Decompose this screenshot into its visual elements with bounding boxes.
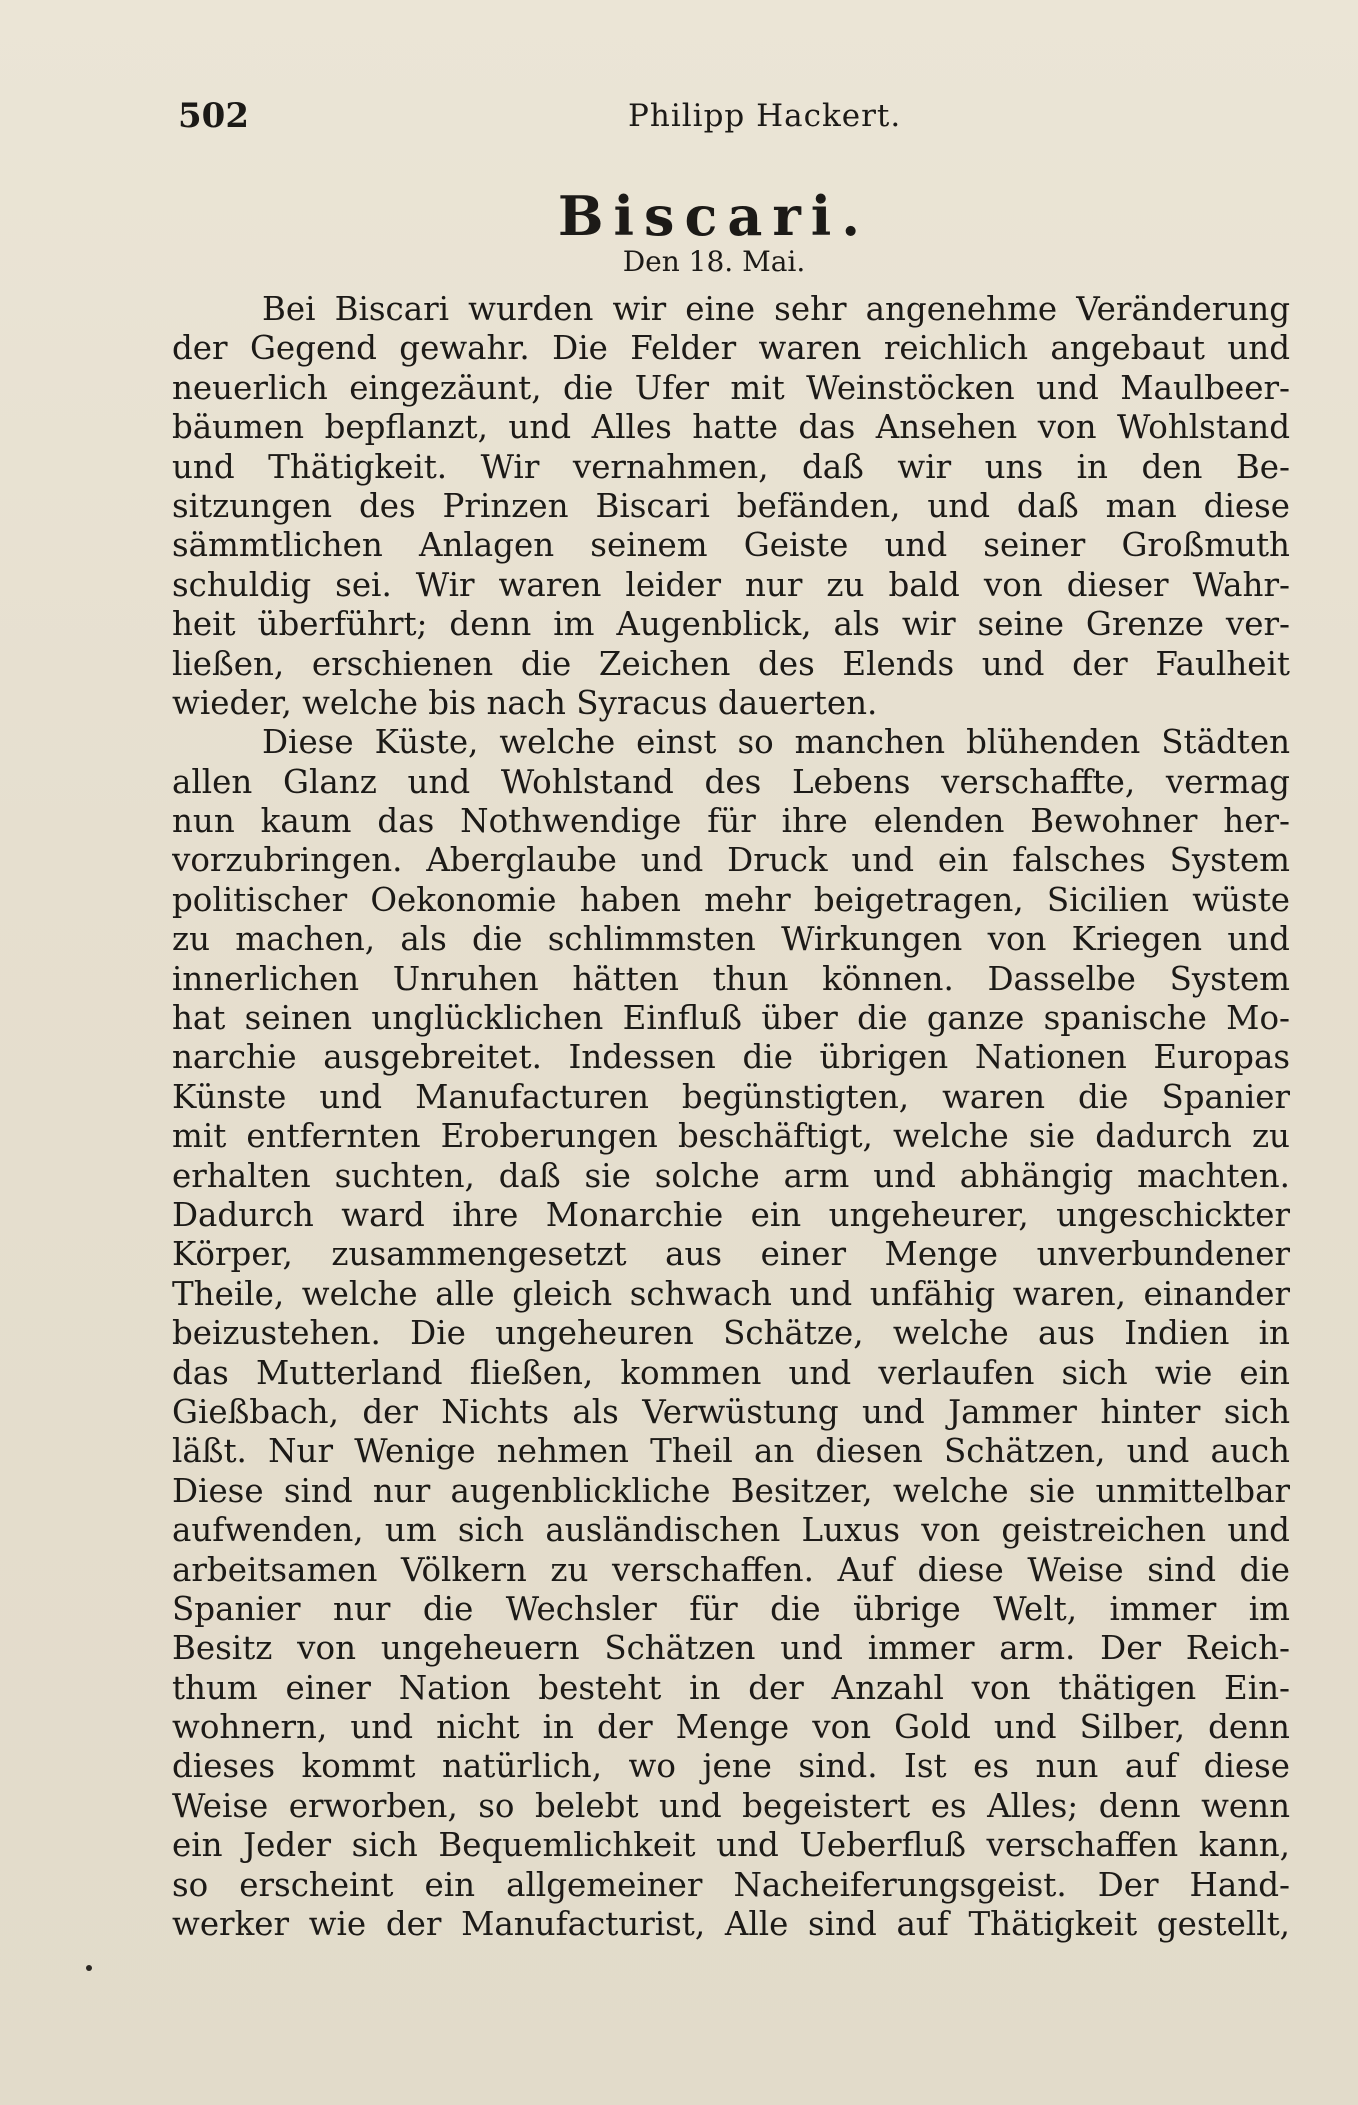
text-line: der Gegend gewahr. Die Felder waren reichlich angebaut und: [172, 329, 1290, 368]
text-line: beizustehen. Die ungeheuren Schätze, welche aus Indien in: [172, 1314, 1290, 1353]
text-line: Spanier nur die Wechsler für die übrige Welt, immer im: [172, 1589, 1290, 1628]
text-line: erhalten suchten, daß sie solche arm und abhängig machten.: [172, 1156, 1290, 1195]
text-line: allen Glanz und Wohlstand des Lebens verschaffte, vermag: [172, 762, 1290, 801]
section-title: Biscari.: [557, 184, 871, 248]
text-line: und Thätigkeit. Wir vernahmen, daß wir uns in den Be-: [172, 447, 1290, 486]
text-line: wohnern, und nicht in der Menge von Gold und Silber, denn: [172, 1708, 1290, 1747]
text-line: bäumen bepflanzt, und Alles hatte das Ansehen von Wohlstand: [172, 408, 1290, 447]
text-line: heit überführt; denn im Augenblick, als wir seine Grenze ver-: [172, 605, 1290, 644]
text-line: ließen, erschienen die Zeichen des Elends und der Faulheit: [172, 644, 1290, 683]
text-line: das Mutterland fließen, kommen und verlaufen sich wie ein: [172, 1353, 1290, 1392]
paragraph-2: [172, 723, 1290, 1944]
section-date: Den 18. Mai.: [622, 245, 806, 278]
body-text: [172, 290, 1290, 1944]
text-line: Künste und Manufacturen begünstigten, waren die Spanier: [172, 1077, 1290, 1116]
text-line: Körper, zusammengesetzt aus einer Menge unverbundener: [172, 1235, 1290, 1274]
text-line: dieses kommt natürlich, wo jene sind. Ist es nun auf diese: [172, 1747, 1290, 1786]
text-line: läßt. Nur Wenige nehmen Theil an diesen Schätzen, und auch: [172, 1432, 1290, 1471]
text-line: Theile, welche alle gleich schwach und unfähig waren, einander: [172, 1274, 1290, 1313]
text-line: Diese Küste, welche einst so manchen blühenden Städten: [262, 723, 1290, 762]
text-line: wieder, welche bis nach Syracus dauerten.: [172, 683, 878, 722]
page-number: 502: [178, 96, 249, 136]
text-line: vorzubringen. Aberglaube und Druck und ein falsches System: [172, 841, 1290, 880]
text-line: so erscheint ein allgemeiner Nacheiferungsgeist. Der Hand-: [172, 1865, 1290, 1904]
running-head: Philipp Hackert.: [628, 98, 902, 134]
text-line: neuerlich eingezäunt, die Ufer mit Weinstöcken und Maulbeer-: [172, 368, 1290, 407]
text-line: hat seinen unglücklichen Einfluß über die ganze spanische Mo-: [172, 999, 1290, 1038]
text-line: thum einer Nation besteht in der Anzahl von thätigen Ein-: [172, 1668, 1290, 1707]
text-line: Besitz von ungeheuern Schätzen und immer arm. Der Reich-: [172, 1629, 1290, 1668]
page-header: [178, 92, 910, 140]
text-line: Gießbach, der Nichts als Verwüstung und Jammer hinter sich: [172, 1392, 1290, 1431]
text-line: zu machen, als die schlimmsten Wirkungen von Kriegen und: [172, 920, 1290, 959]
text-line: Diese sind nur augenblickliche Besitzer, welche sie unmittelbar: [172, 1471, 1290, 1510]
text-line: Bei Biscari wurden wir eine sehr angenehme Veränderung: [262, 290, 1290, 328]
text-line: ein Jeder sich Bequemlichkeit und Ueberfluß verschaffen kann,: [172, 1826, 1290, 1865]
text-line: Dadurch ward ihre Monarchie ein ungeheurer, ungeschickter: [172, 1195, 1290, 1234]
text-line: innerlichen Unruhen hätten thun können. Dasselbe System: [172, 959, 1290, 998]
text-line: narchie ausgebreitet. Indessen die übrigen Nationen Europas: [172, 1038, 1290, 1077]
text-line: politischer Oekonomie haben mehr beigetragen, Sicilien wüste: [172, 880, 1290, 919]
text-line: sämmtlichen Anlagen seinem Geiste und seiner Großmuth: [172, 526, 1290, 565]
text-line: Weise erworben, so belebt und begeistert es Alles; denn wenn: [172, 1786, 1290, 1825]
paper-speck: [86, 1965, 92, 1971]
text-line: aufwenden, um sich ausländischen Luxus von geistreichen und: [172, 1511, 1290, 1550]
text-line: werker wie der Manufacturist, Alle sind auf Thätigkeit gestellt,: [172, 1905, 1290, 1944]
paragraph-1: [172, 290, 1290, 723]
text-line: sitzungen des Prinzen Biscari befänden, und daß man diese: [172, 486, 1290, 525]
text-line: mit entfernten Eroberungen beschäftigt, welche sie dadurch zu: [172, 1117, 1290, 1156]
text-line: arbeitsamen Völkern zu verschaffen. Auf diese Weise sind die: [172, 1550, 1290, 1589]
text-line: schuldig sei. Wir waren leider nur zu bald von dieser Wahr-: [172, 565, 1290, 604]
text-line: nun kaum das Nothwendige für ihre elenden Bewohner her-: [172, 802, 1290, 841]
